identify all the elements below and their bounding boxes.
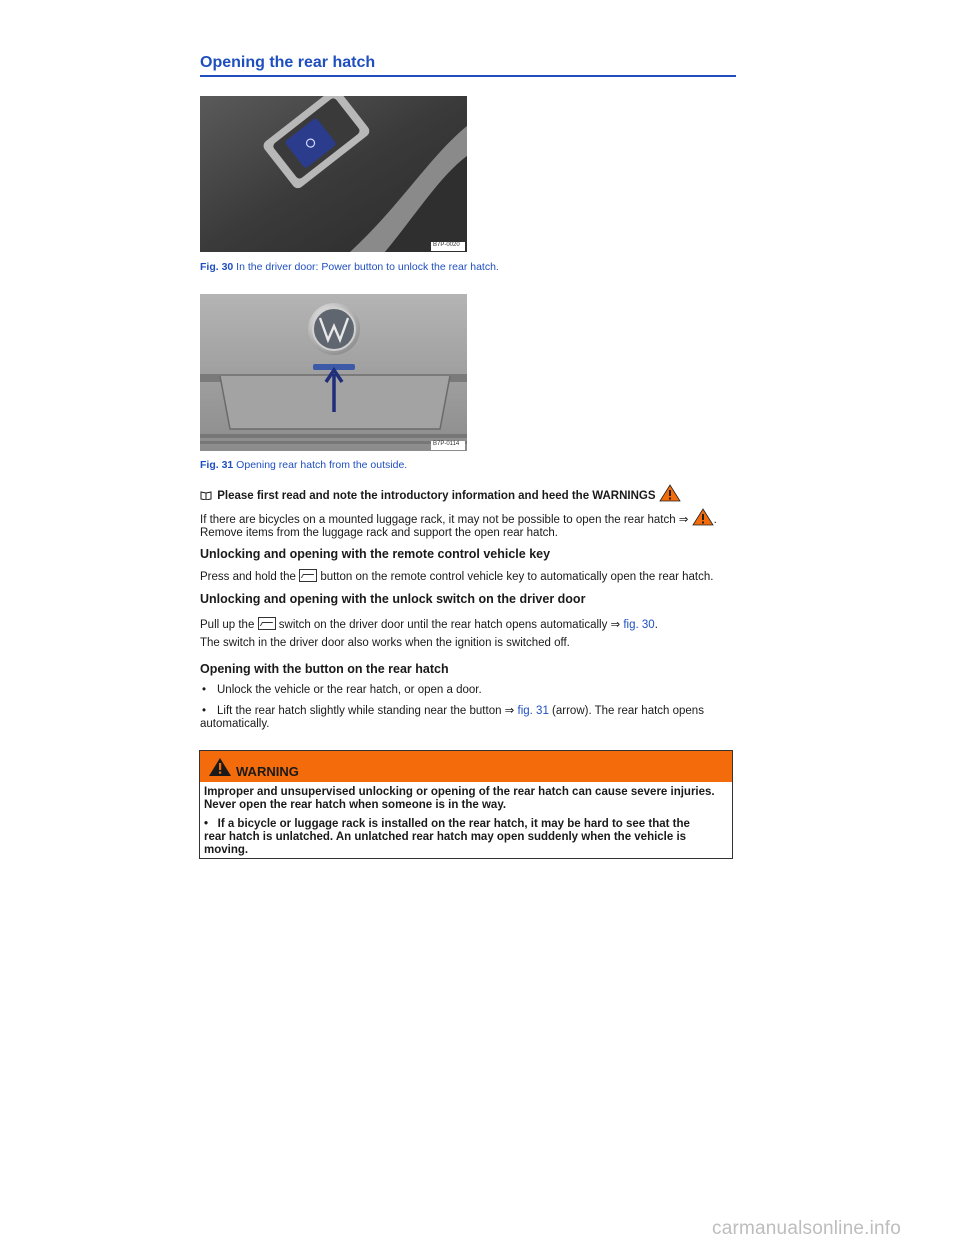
figure-31-image	[200, 294, 467, 451]
bullet-text	[217, 705, 720, 718]
bicycle-text-line2: Remove items from the luggage rack and support the open rear hatch.	[200, 527, 558, 539]
bullet-text-after: (arrow). The rear hatch opens	[548, 705, 704, 717]
bullet-dot: •	[202, 705, 207, 717]
bullet-dot: •	[202, 684, 207, 696]
driver-door-text: Pull up the	[200, 619, 255, 631]
warning-label: WARNING	[236, 764, 299, 779]
warning-line1: Improper and unsupervised unlocking or opening of the rear hatch can cause severe injuries.	[204, 786, 715, 798]
warning-bullet-line2: rear hatch is unlatched. An unlatched rear hatch may open suddenly when the vehicle is	[204, 831, 687, 843]
intro-text: Please first read and note the introductory information and heed the WARNINGS	[217, 490, 656, 502]
watermark: carmanualsonline.info	[712, 1218, 902, 1239]
warning-line2: Never open the rear hatch when someone is in the way.	[204, 799, 507, 811]
figure-30-number: Fig. 30	[200, 261, 234, 273]
warning-bullet	[204, 818, 726, 857]
fig-31-link[interactable]: fig. 31	[517, 705, 549, 717]
list-item	[200, 684, 720, 697]
bullet-dot: •	[204, 818, 218, 830]
driver-door-text-end: .	[654, 619, 658, 631]
remote-key-paragraph	[200, 569, 736, 584]
figure-30-image	[200, 96, 467, 252]
figure-31-number: Fig. 31	[200, 459, 234, 471]
warning-body	[200, 782, 732, 857]
page-title-bar	[200, 54, 736, 77]
ignition-note: The switch in the driver door also works when the ignition is switched off.	[200, 637, 570, 649]
book-icon	[200, 491, 212, 500]
warning-header	[200, 751, 732, 782]
driver-door-paragraph	[200, 617, 736, 632]
remote-key-text: Press and hold the	[200, 571, 296, 583]
bullet-text-before: Lift the rear hatch slightly while standing near the button ⇒	[217, 705, 515, 717]
rear-hatch-switch-icon	[258, 617, 276, 630]
bicycle-text: If there are bicycles on a mounted luggage rack, it may not be possible to open the rear hatch ⇒	[200, 514, 689, 526]
figure-30-caption-text: In the driver door: Power button to unlock the rear hatch.	[233, 261, 499, 273]
section-heading-rear-hatch-button: Opening with the button on the rear hatch	[200, 662, 449, 676]
page-title: Opening the rear hatch	[200, 54, 376, 71]
rear-hatch-button-icon	[299, 569, 317, 582]
warning-bullet-line1: If a bicycle or luggage rack is installed on the rear hatch, it may be hard to see that the	[217, 818, 690, 830]
section-heading-remote-key: Unlocking and opening with the remote control vehicle key	[200, 547, 551, 561]
warning-box	[199, 750, 733, 859]
section-heading-driver-door: Unlocking and opening with the unlock switch on the driver door	[200, 592, 586, 606]
figure-30-caption	[200, 261, 499, 273]
driver-door-text-middle: switch on the driver door until the rear hatch opens automatically ⇒	[275, 619, 621, 631]
warning-icon	[208, 757, 232, 777]
figure-31-code: B7P-0114	[433, 441, 460, 447]
bicycle-text-end: .	[713, 514, 717, 526]
remote-key-text-end: button on the remote control vehicle key to automatically open the rear hatch.	[320, 571, 714, 583]
bullet-text: Unlock the vehicle or the rear hatch, or open a door.	[217, 684, 482, 696]
figure-31-caption	[200, 459, 407, 471]
figure-30-code: B7P-0020	[433, 242, 460, 248]
bullet-text-line2: automatically.	[200, 718, 270, 730]
list-item	[200, 705, 720, 731]
warning-icon[interactable]	[692, 508, 714, 526]
warning-icon[interactable]	[659, 484, 681, 502]
intro-line	[200, 484, 736, 503]
warning-bullet-line3: moving.	[204, 844, 249, 856]
fig-30-link[interactable]: fig. 30	[623, 619, 655, 631]
figure-31-caption-text: Opening rear hatch from the outside.	[233, 459, 408, 471]
bicycle-paragraph	[200, 508, 736, 540]
